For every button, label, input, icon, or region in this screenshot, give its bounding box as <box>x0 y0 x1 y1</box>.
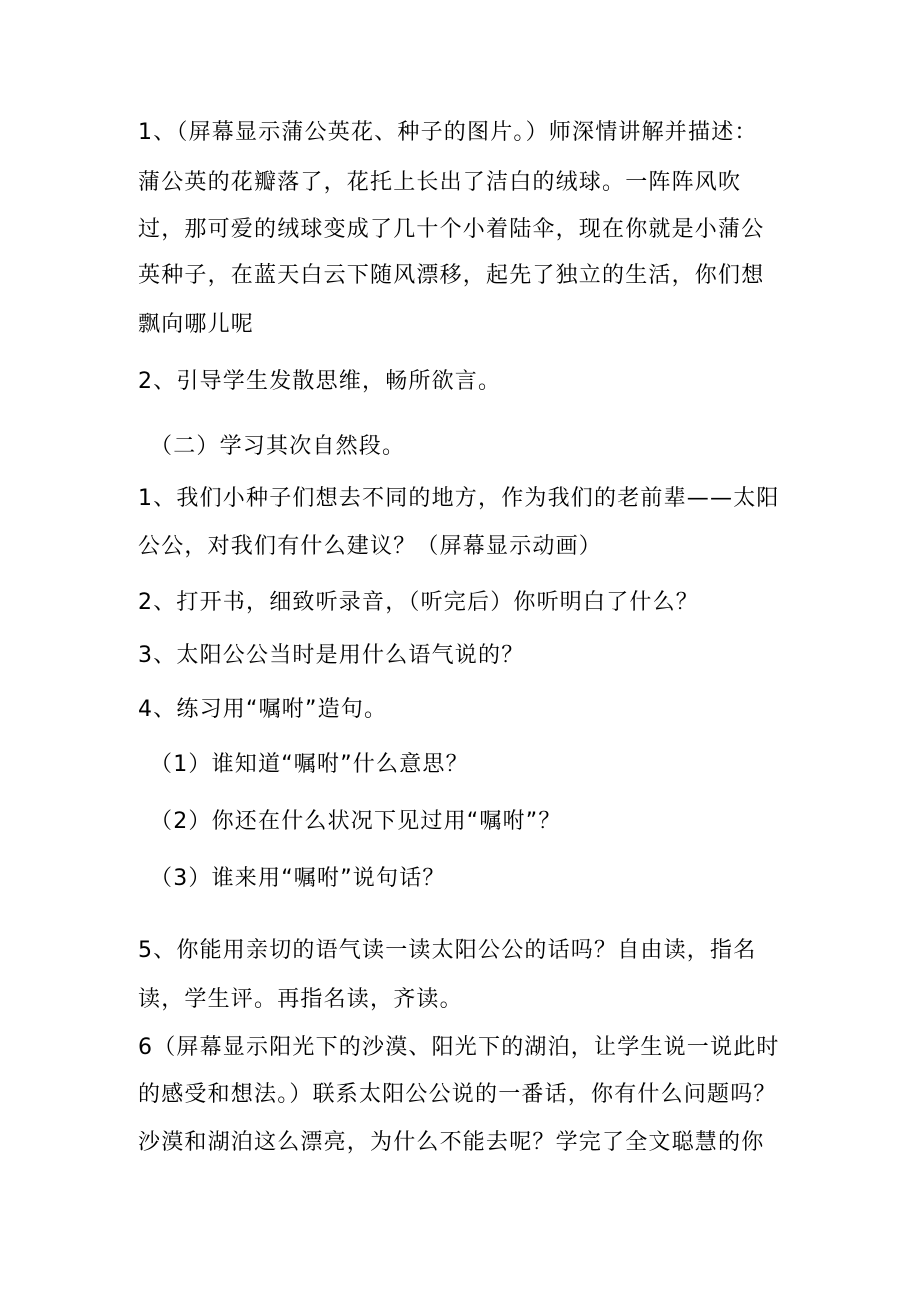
paragraph-line: 过，那可爱的绒球变成了几十个小着陆伞，现在你就是小蒲公 <box>138 217 765 242</box>
sub-item-line: （2）你还在什么状况下见过用“嘱咐”？ <box>150 809 562 834</box>
sub-item-line: （1）谁知道“嘱咐”什么意思？ <box>150 752 469 777</box>
paragraph-line: 蒲公英的花瓣落了，花托上长出了洁白的绒球。一阵阵风吹 <box>138 170 742 195</box>
paragraph-line: 公公，对我们有什么建议？（屏幕显示动画） <box>138 534 603 559</box>
paragraph-line: 1、（屏幕显示蒲公英花、种子的图片。）师深情讲解并描述： <box>138 120 758 145</box>
paragraph-line: 6（屏幕显示阳光下的沙漠、阳光下的湖泊，让学生说一说此时 <box>138 1035 780 1060</box>
section-heading: （二）学习其次自然段。 <box>150 434 406 459</box>
paragraph-line: 4、练习用“嘱咐”造句。 <box>138 697 388 722</box>
sub-item-line: （3）谁来用“嘱咐”说句话？ <box>150 866 446 891</box>
paragraph-line: 沙漠和湖泊这么漂亮，为什么不能去呢？学完了全文聪慧的你 <box>138 1130 765 1155</box>
paragraph-line: 的感受和想法。）联系太阳公公说的一番话，你有什么问题吗？ <box>138 1082 777 1107</box>
paragraph-line: 1、我们小种子们想去不同的地方，作为我们的老前辈——太阳 <box>138 486 780 511</box>
paragraph-line: 2、引导学生发散思维，畅所欲言。 <box>138 369 502 394</box>
paragraph-line: 5、你能用亲切的语气读一读太阳公公的话吗？自由读，指名 <box>138 938 757 963</box>
paragraph-line: 2、打开书，细致听录音，（听完后）你听明白了什么？ <box>138 590 699 615</box>
paragraph-line: 读，学生评。再指名读，齐读。 <box>138 987 463 1012</box>
paragraph-line: 3、太阳公公当时是用什么语气说的？ <box>138 643 525 668</box>
paragraph-line: 英种子，在蓝天白云下随风漂移，起先了独立的生活，你们想 <box>138 263 765 288</box>
paragraph-line: 飘向哪儿呢 <box>138 312 255 337</box>
